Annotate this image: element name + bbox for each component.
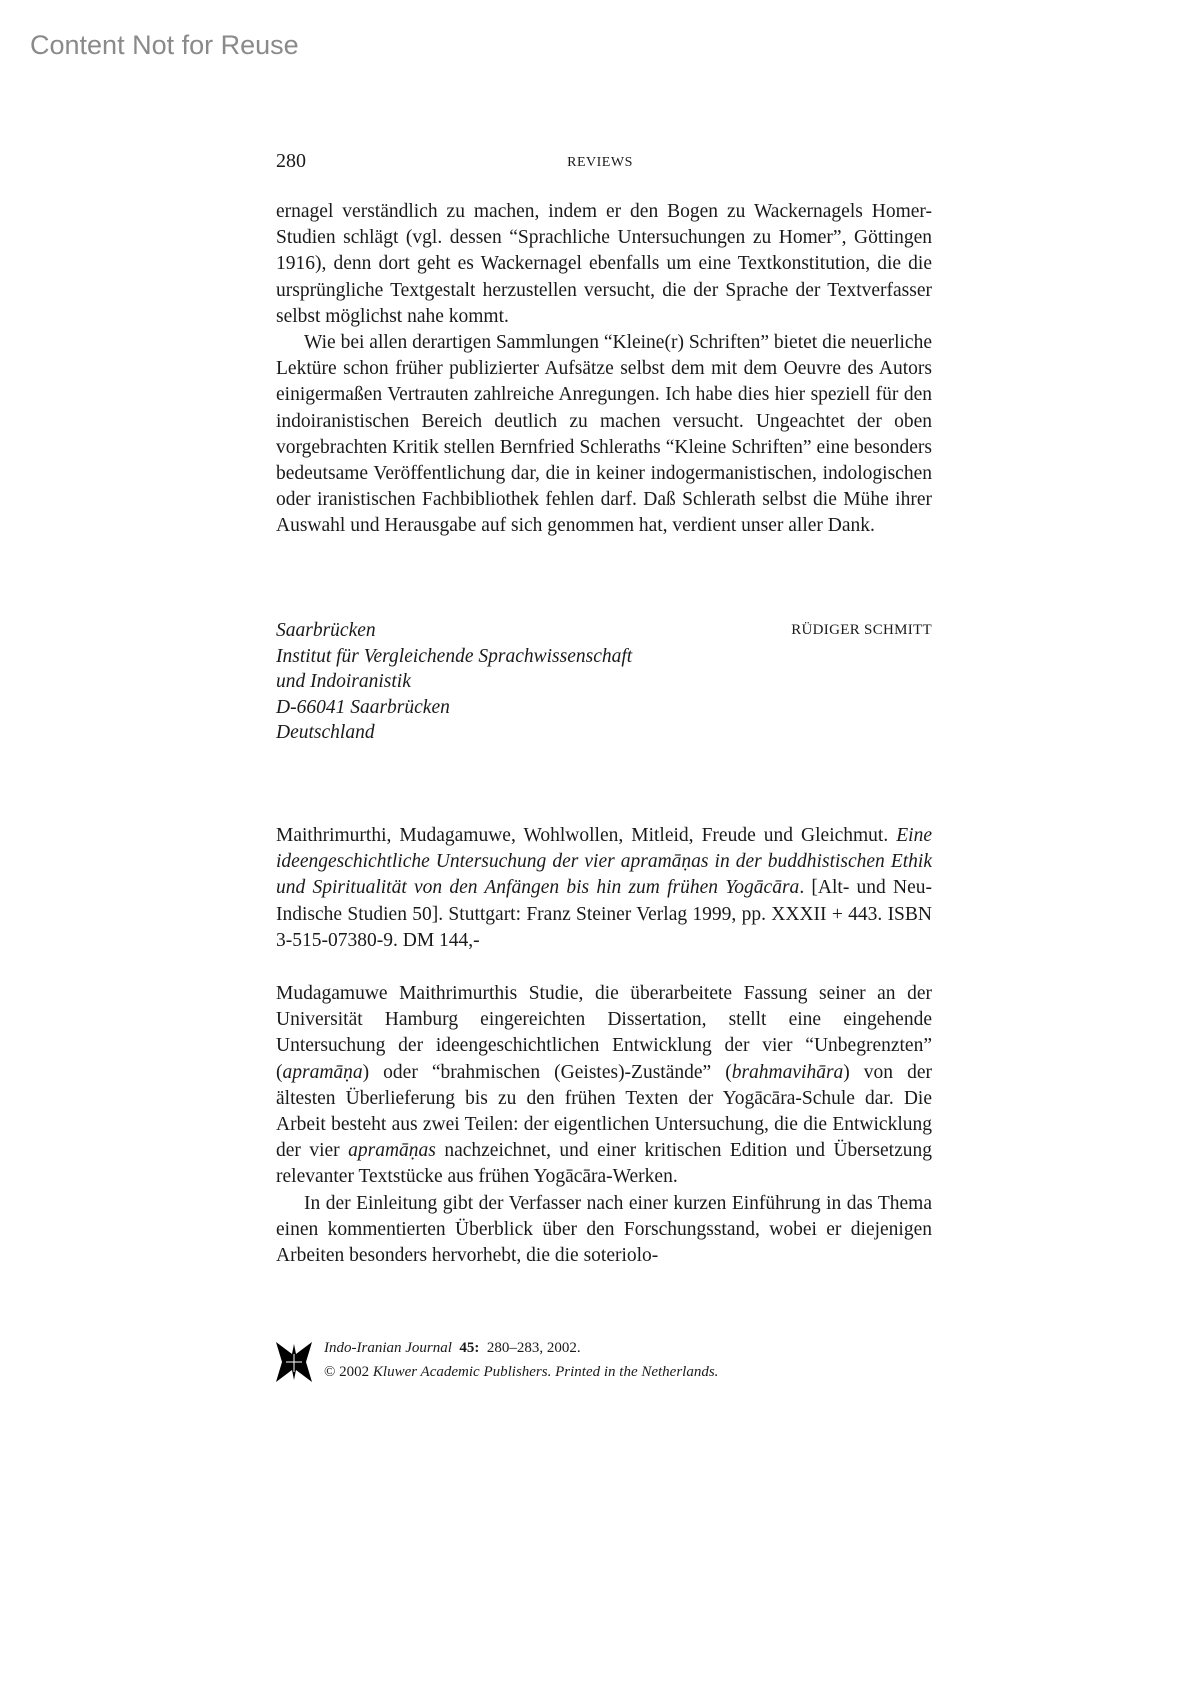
- journal-pages: 280–283, 2002.: [486, 1340, 581, 1356]
- review-body: [276, 981, 932, 1269]
- address-line: und Indoiranistik: [276, 671, 411, 692]
- book-entry: [276, 823, 932, 954]
- signature-city: Saarbrücken: [276, 620, 376, 641]
- running-head: REVIEWS: [567, 155, 633, 170]
- book-title: Wohlwollen, Mitleid, Freude und Gleichmut.: [523, 825, 889, 846]
- journal-footer: [276, 1336, 718, 1384]
- publisher-logo-icon: [276, 1340, 312, 1384]
- paragraph: Mudagamuwe Maithrimurthis Studie, die überarbeitete Fassung seiner an der Universität Hamburg eingereichten Dissertation, stellt eine eingehende Untersuchung der ideengeschichtlichen Entwicklung der vier “Unbegrenzten” (apramāṇa) oder “brahmischen (Geistes)-Zustände” (brahmavihāra) von der ältesten Überlieferung bis zu den frühen Texten der Yogācāra-Schule dar. Die Arbeit besteht aus zwei Teilen: der eigentlichen Untersuchung, die die Entwicklung der vier apramāṇas nachzeichnet, und einer kritischen Edition und Übersetzung relevanter Textstücke aus frühen Yogācāra-Werken.: [276, 983, 932, 1188]
- book-author: Maithrimurthi, Mudagamuwe,: [276, 825, 516, 846]
- address-line: D-66041 Saarbrücken: [276, 696, 450, 718]
- address-line: Deutschland: [276, 722, 375, 743]
- journal-volume: 45:: [459, 1340, 480, 1356]
- paragraph: In der Einleitung gibt der Verfasser nach einer kurzen Einführung in das Thema einen kommentierten Überblick über den Forschungsstand, wobei er diejenigen Arbeiten besonders hervorhebt, die die soteriolo-: [276, 1192, 932, 1267]
- paragraph: ernagel verständlich zu machen, indem er den Bogen zu Wackernagels Homer-Studien schlägt (vgl. dessen “Sprachliche Untersuchungen zu Homer”, Göttingen 1916), denn dort geht es Wackernagel ebenfalls um eine Textkonstitution, die die ursprüngliche Textgestalt herzustellen versucht, die der Sprache der Textverfasser selbst möglichst nahe kommt.: [276, 201, 932, 327]
- publisher: Kluwer Academic Publishers. Printed in the Netherlands.: [372, 1364, 719, 1380]
- copyright: © 2002: [324, 1364, 370, 1380]
- paragraph: Wie bei allen derartigen Sammlungen “Kleine(r) Schriften” bietet die neuerliche Lektüre schon früher publizierter Aufsätze selbst dem mit dem Oeuvre des Autors einigermaßen Vertrauten zahlreiche Anregungen. Ich habe dies hier speziell für den indoiranistischen Bereich deutlich zu machen versucht. Ungeachtet der oben vorgebrachten Kritik stellen Bernfried Schleraths “Kleine Schriften” eine besonders bedeutsame Veröffentlichung dar, die in keiner indogermanistischen, indologischen oder iranistischen Fachbibliothek fehlen darf. Daß Schlerath selbst die Mühe ihrer Auswahl und Herausgabe auf sich genommen hat, verdient unser aller Dank.: [276, 332, 932, 537]
- journal-name: Indo-Iranian Journal: [324, 1340, 452, 1356]
- watermark: Content Not for Reuse: [30, 30, 299, 60]
- reviewer-signature: [276, 618, 932, 746]
- book-subtitle: Eine ideengeschichtliche Untersuchung der vier apramāṇas in der buddhistischen Ethik und Spiritualität von den Anfängen bis hin zum frühen Yogācāra: [276, 825, 932, 899]
- page-number: 280: [276, 150, 306, 172]
- review-conclusion: [276, 199, 932, 540]
- book-details: . [Alt- und Neu-Indische Studien 50]. Stuttgart: Franz Steiner Verlag 1999, pp. XXXII + 443. ISBN 3-515-07380-9. DM 144,-: [276, 877, 933, 951]
- reviewer-name: RÜDIGER SCHMITT: [791, 622, 932, 638]
- address-line: Institut für Vergleichende Sprachwissenschaft: [276, 645, 633, 667]
